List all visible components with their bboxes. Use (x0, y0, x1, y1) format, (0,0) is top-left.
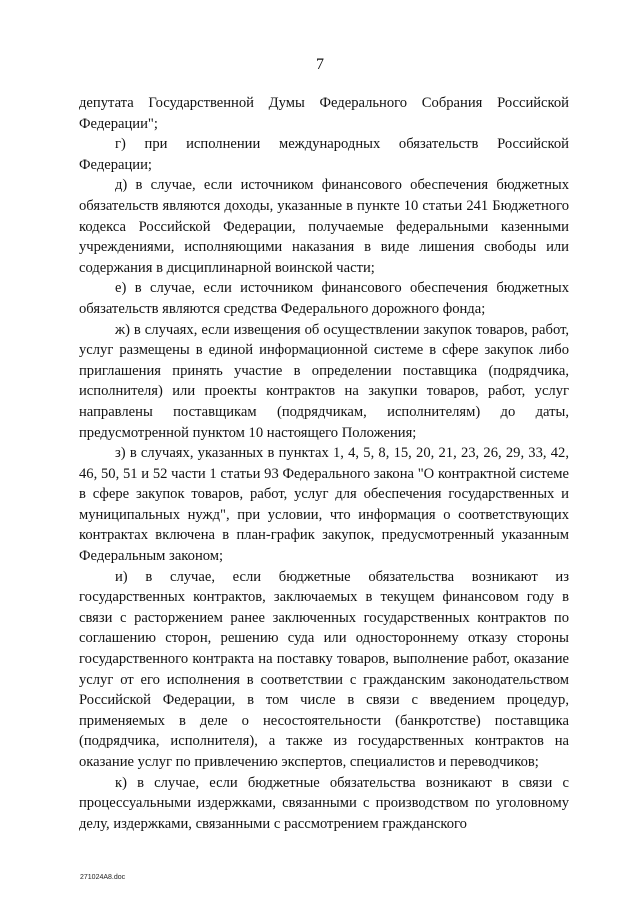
document-body (79, 93, 569, 834)
paragraph-item-k: к) в случае, если бюджетные обязательства возникают в связи с процессуальными издержками, связанными с производством по уголовному делу, издержками, связанными с рассмотрением гражданского (79, 774, 569, 832)
paragraph-item-g: г) при исполнении международных обязательств Российской Федерации; (79, 136, 569, 173)
paragraph-continuation: депутата Государственной Думы Федерального Собрания Российской Федерации"; (79, 95, 569, 132)
paragraph-item-z: з) в случаях, указанных в пунктах 1, 4, 5, 8, 15, 20, 21, 23, 26, 29, 33, 42, 46, 50, 51 и 52 части 1 статьи 93 Федерального закона "О контрактной системе в сфере закупок товаров, работ, услуг для обеспечения государственных и муниципальных нужд", при условии, что информация о соответствующих контрактах включена в план-график закупок, предусмотренный указанным Федеральным законом; (79, 445, 569, 565)
page-number: 7 (316, 56, 324, 73)
paragraph-item-d: д) в случае, если источником финансового обеспечения бюджетных обязательств являются доходы, указанные в пункте 10 статьи 241 Бюджетного кодекса Российской Федерации, получаемые федеральными казенными учреждениями, исполняющими наказания в виде лишения свободы или содержания в дисциплинарной воинской части; (79, 177, 569, 276)
paragraph-item-e: е) в случае, если источником финансового обеспечения бюджетных обязательств являются средства Федерального дорожного фонда; (79, 280, 569, 317)
paragraph-item-i: и) в случае, если бюджетные обязательства возникают из государственных контрактов, заключаемых в текущем финансовом году в связи с расторжением ранее заключенных государственных контрактов по соглашению сторон, решению суда или одностороннему отказу стороны государственного контракта на поставку товаров, выполнение работ, оказание услуг от его исполнения в соответствии с гражданским законодательством Российской Федерации, в том числе в связи с введением процедур, применяемых в деле о несостоятельности (банкротстве) поставщика (подрядчика, исполнителя), а также из государственных контрактов на оказание услуг по привлечению экспертов, специалистов и переводчиков; (79, 568, 569, 770)
paragraph-item-zh: ж) в случаях, если извещения об осуществлении закупок товаров, работ, услуг размещены в единой информационной системе в сфере закупок либо приглашения принять участие в определении поставщика (подрядчика, исполнителя) или проекты контрактов на закупки товаров, работ, услуг направлены поставщикам (подрядчикам, исполнителям) до даты, предусмотренной пунктом 10 настоящего Положения; (79, 321, 569, 441)
footer-file-code: 271024A8.doc (80, 874, 126, 881)
